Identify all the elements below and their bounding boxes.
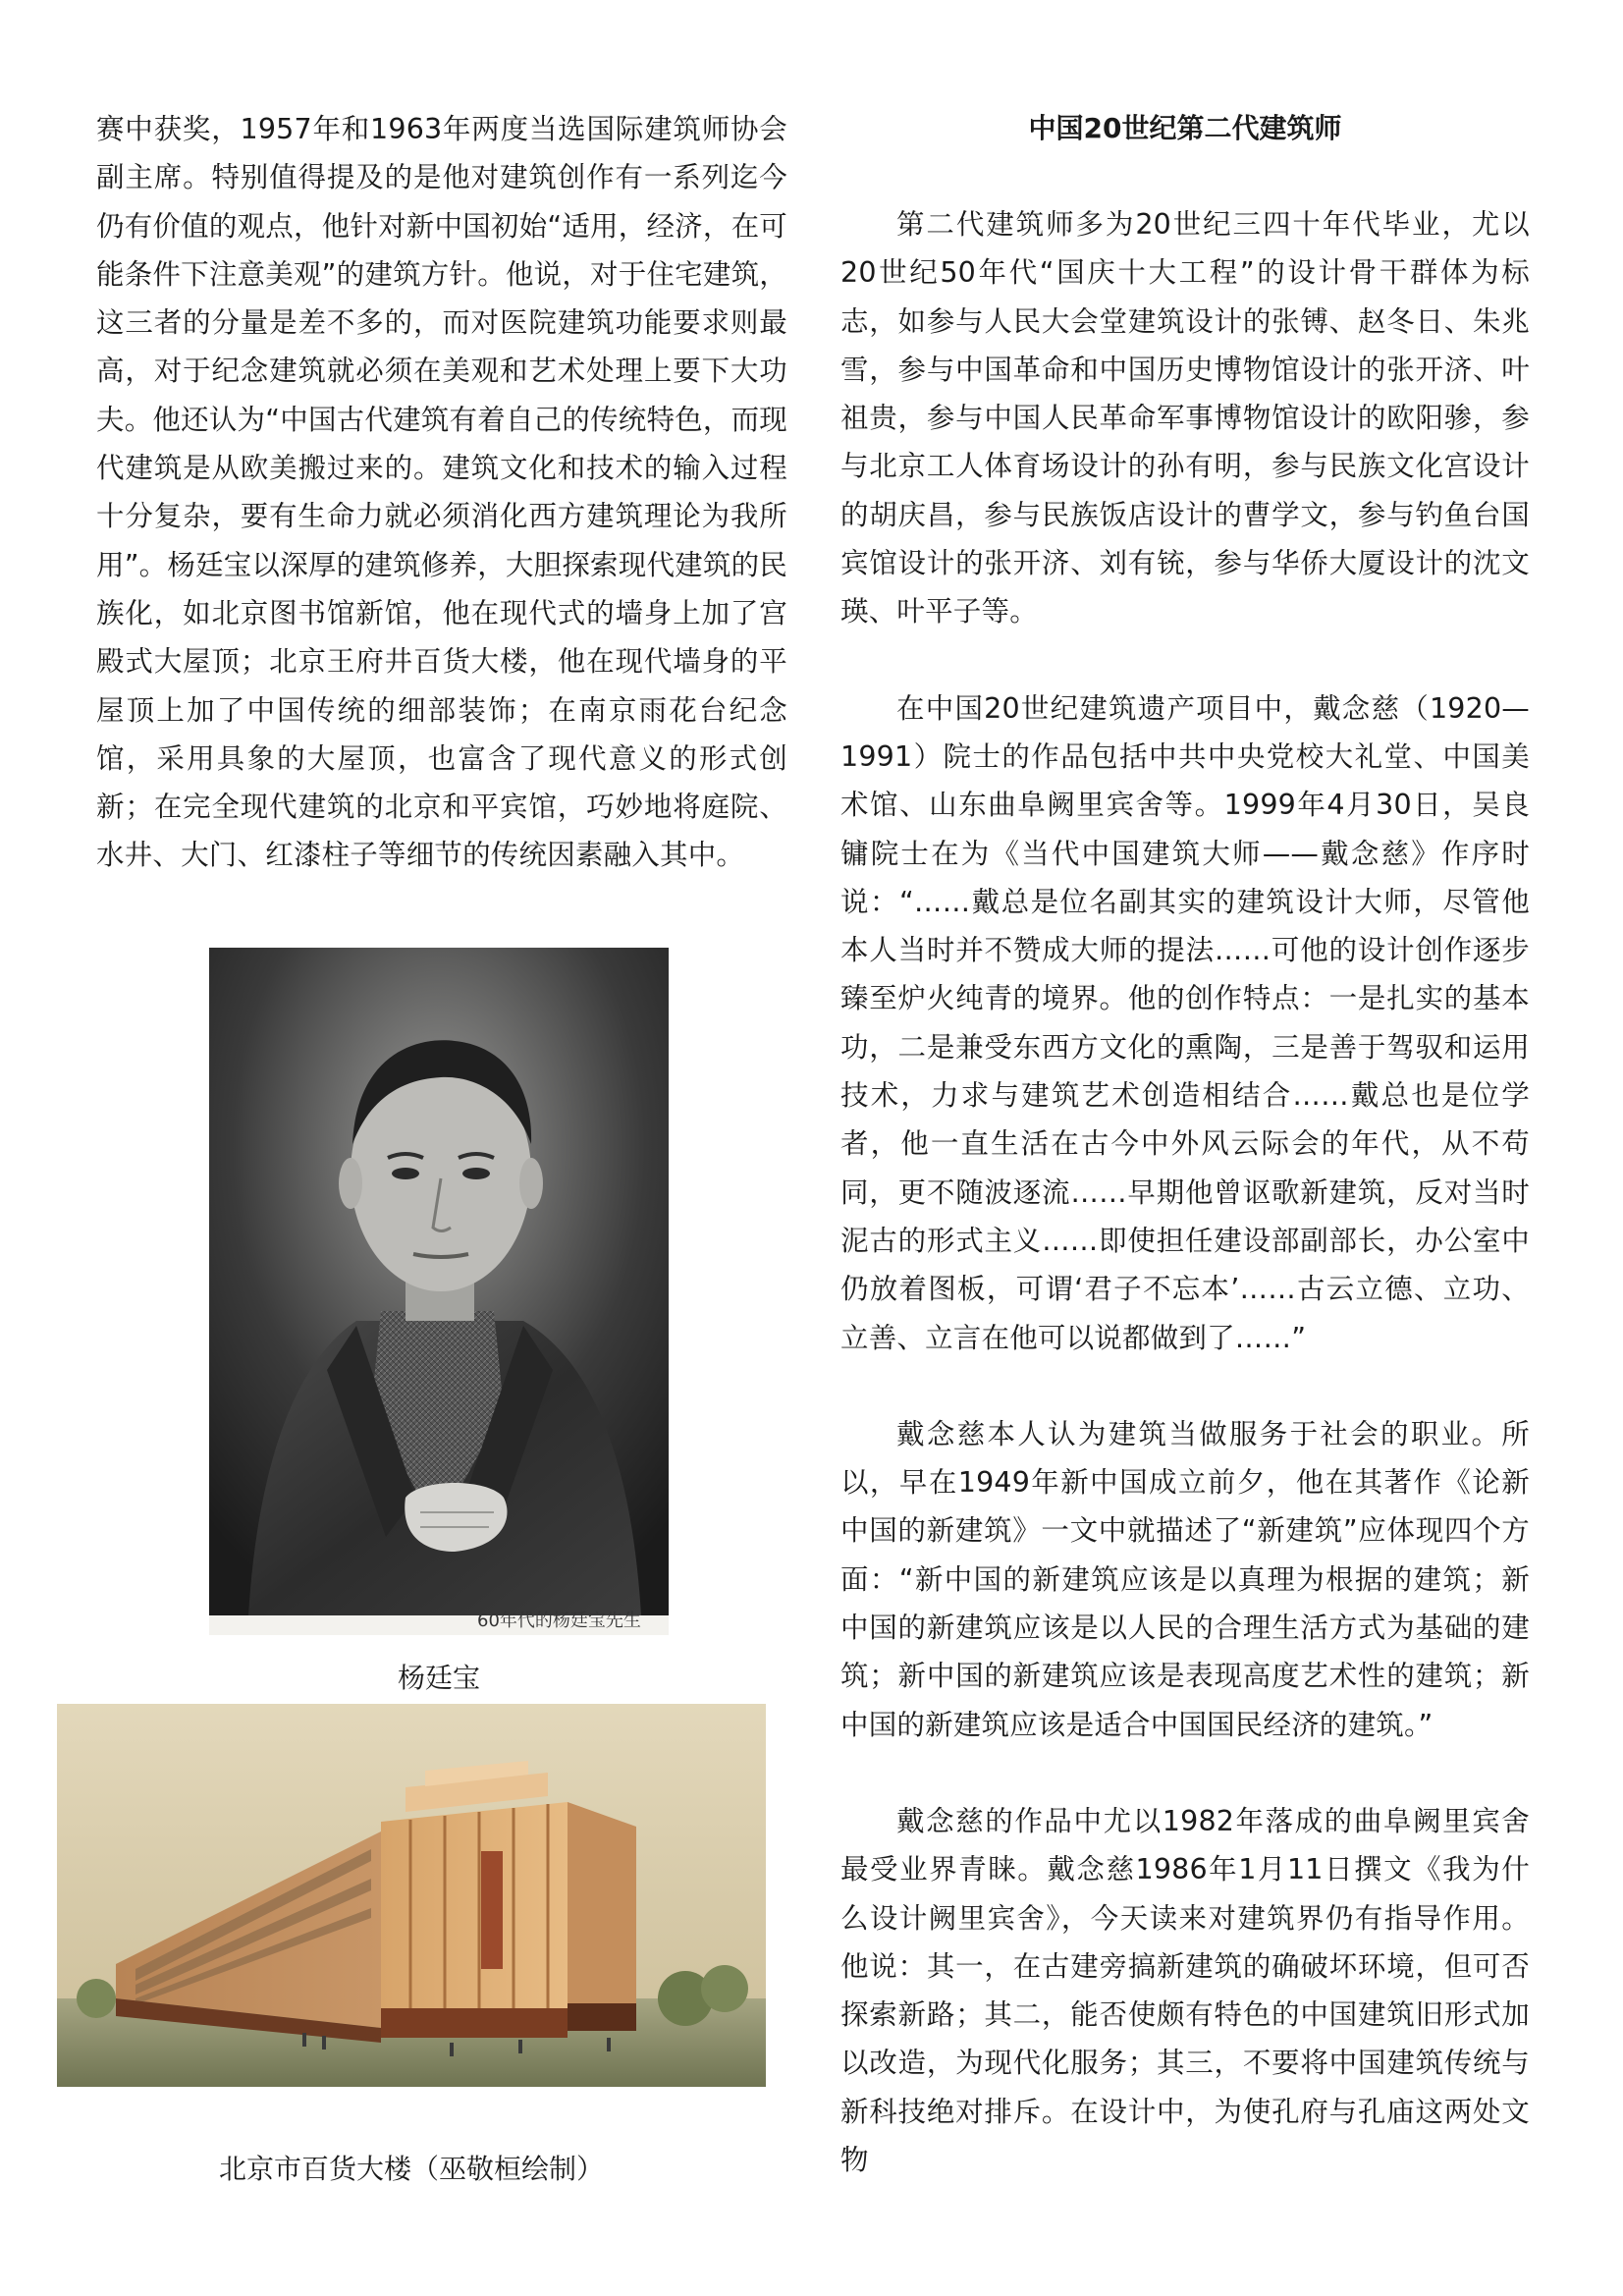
paragraph-new-architecture: 戴念慈本人认为建筑当做服务于社会的职业。所以，早在1949年新中国成立前夕，他在其著作《论新中国的新建筑》一文中就描述了“新建筑”应体现四个方面：“新中国的新建筑应该是以真理为根据的建筑；新中国的新建筑应该是以人民的合理生活方式为基础的建筑；新中国的新建筑应该是表现高度艺术性的建筑；新中国的新建筑应该是适合中国国民经济的建筑。” [840,1417,1530,1741]
portrait-photo [209,948,669,1635]
portrait-inset-caption: 60年代的杨廷宝先生 [477,1611,641,1631]
paragraph-queli-hotel: 戴念慈的作品中尤以1982年落成的曲阜阙里宾舍最受业界青睐。戴念慈1986年1月11日撰文《我为什么设计阙里宾舍》，今天读来对建筑界仍有指导作用。他说：其一，在古建旁搞新建筑的确破坏环境，但可否探索新路；其二，能否使颇有特色的中国建筑旧形式加以改造，为现代化服务；其三，不要将中国建筑传统与新科技绝对排斥。在设计中，为使孔府与孔庙这两处文物 [840,1804,1530,2176]
left-column [96,105,787,880]
department-store-painting [57,1704,766,2087]
portrait-caption: 杨廷宝 [397,1662,480,1694]
paragraph-dai-nianci-works: 在中国20世纪建筑遗产项目中，戴念慈（1920—1991）院士的作品包括中共中央党校大礼堂、中国美术馆、山东曲阜阙里宾舍等。1999年4月30日，吴良镛院士在为《当代中国建筑大师——戴念慈》作序时说：“……戴总是位名副其实的建筑设计大师，尽管他本人当时并不赞成大师的提法……可他的设计创作逐步臻至炉火纯青的境界。他的创作特点：一是扎实的基本功，二是兼受东西方文化的熏陶，三是善于驾驭和运用技术，力求与建筑艺术创造相结合……戴总也是位学者，他一直生活在古今中外风云际会的年代，从不苟同，更不随波逐流……早期他曾讴歌新建筑，反对当时泥古的形式主义……即使担任建设部副部长，办公室中仍放着图板，可谓‘君子不忘本’……古云立德、立功、立善、立言在他可以说都做到了……” [840,691,1530,1354]
painting-caption: 北京市百货大楼（巫敬桓绘制） [218,2153,604,2185]
right-column [840,105,1530,2184]
paragraph-second-gen: 第二代建筑师多为20世纪三四十年代毕业，尤以20世纪50年代“国庆十大工程”的设计骨干群体为标志，如参与人民大会堂建筑设计的张镈、赵冬日、朱兆雪，参与中国革命和中国历史博物馆设计的张开济、叶祖贵，参与中国人民革命军事博物馆设计的欧阳骖，参与北京工人体育场设计的孙有明，参与民族文化宫设计的胡庆昌，参与民族饭店设计的曹学文，参与钓鱼台国宾馆设计的张开济、刘有铳，参与华侨大厦设计的沈文瑛、叶平子等。 [840,208,1530,629]
left-paragraph: 赛中获奖，1957年和1963年两度当选国际建筑师协会副主席。特别值得提及的是他对建筑创作有一系列迄今仍有价值的观点，他针对新中国初始“适用，经济，在可能条件下注意美观”的建筑方针。他说，对于住宅建筑，这三者的分量是差不多的，而对医院建筑功能要求则最高，对于纪念建筑就必须在美观和艺术处理上要下大功夫。他还认为“中国古代建筑有着自己的传统特色，而现代建筑是从欧美搬过来的。建筑文化和技术的输入过程十分复杂，要有生命力就必须消化西方建筑理论为我所用”。杨廷宝以深厚的建筑修养，大胆探索现代建筑的民族化，如北京图书馆新馆，他在现代式的墙身上加了宫殿式大屋顶；北京王府井百货大楼，他在现代墙身的平屋顶上加了中国传统的细部装饰；在南京雨花台纪念馆，采用具象的大屋顶，也富含了现代意义的形式创新；在完全现代建筑的北京和平宾馆，巧妙地将庭院、水井、大门、红漆柱子等细节的传统因素融入其中。 [96,113,787,872]
section-title: 中国20世纪第二代建筑师 [1028,112,1342,144]
